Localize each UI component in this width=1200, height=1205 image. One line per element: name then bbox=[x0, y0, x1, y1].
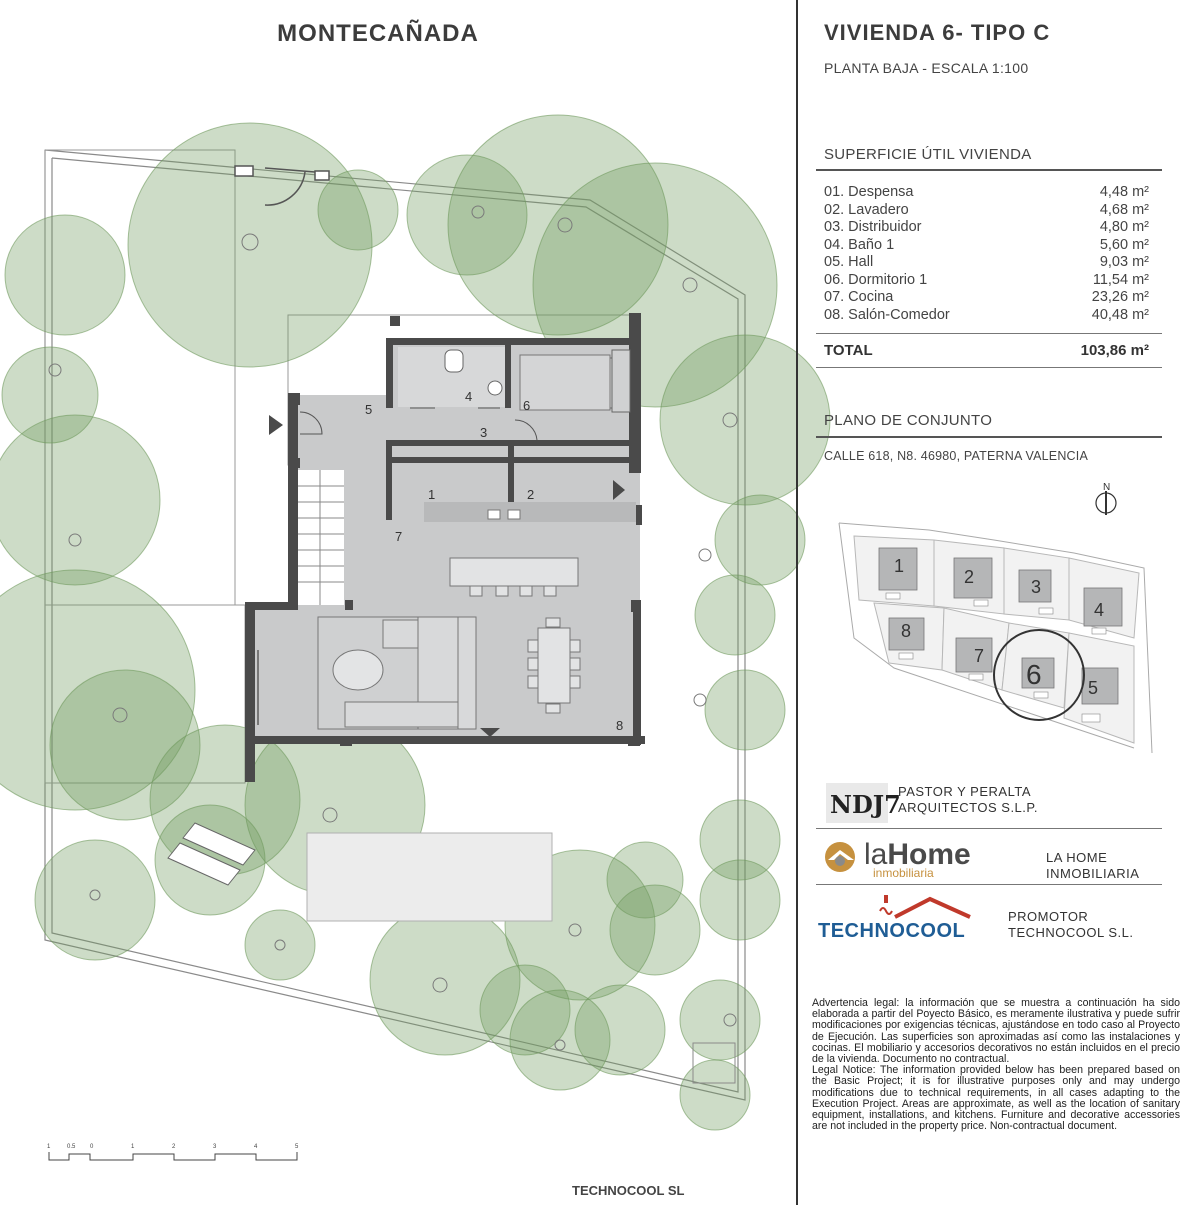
lot-number: 7 bbox=[974, 646, 985, 666]
room-area: 4,68 m² bbox=[1099, 201, 1149, 218]
scale-tick: 4 bbox=[254, 1144, 258, 1150]
highlighted-lot-number: 6 bbox=[1026, 659, 1042, 690]
lot-number: 5 bbox=[1088, 678, 1099, 698]
site-plan-map bbox=[834, 478, 1164, 750]
room-name: 06. Dormitorio 1 bbox=[824, 271, 928, 288]
agency-line1: LA HOME bbox=[1046, 850, 1108, 865]
room-name: 07. Cocina bbox=[824, 289, 894, 305]
agency-line2: INMOBILIARIA bbox=[1046, 866, 1140, 881]
list-item bbox=[824, 289, 1149, 307]
list-item bbox=[824, 254, 1149, 272]
area-heading: SUPERFICIE ÚTIL VIVIENDA bbox=[824, 146, 1032, 163]
promoter-name bbox=[1008, 909, 1133, 941]
room-name: 05. Hall bbox=[824, 254, 874, 270]
legal-text-en: Legal Notice: The information provided below has been prepared based on the Basic Project; it is for illustrative purposes only and may undergo modifications due to technical requirements, in all cases adapting to the Execution Project. Areas are approximate, as well as the location of sanitary equipment, installations, and kitchens. Furniture and decorative accessories are not included in the property price. Non-contractual document. bbox=[812, 1064, 1180, 1133]
room-area-list bbox=[824, 184, 1149, 324]
total-row bbox=[824, 342, 1149, 359]
scale-tick: 3 bbox=[213, 1144, 217, 1150]
lot-number: 8 bbox=[901, 621, 912, 641]
svg-text:N: N bbox=[1103, 482, 1111, 493]
scale-tick: 0.5 bbox=[67, 1144, 76, 1150]
room-number-6: 6 bbox=[523, 398, 531, 413]
lot-number: 1 bbox=[894, 556, 905, 576]
address: CALLE 618, N8. 46980, PATERNA VALENCIA bbox=[824, 449, 1088, 463]
area-divider-bottom bbox=[816, 333, 1162, 334]
room-name: 04. Baño 1 bbox=[824, 236, 895, 253]
room-area: 4,80 m² bbox=[1099, 219, 1149, 235]
scale-tick: 5 bbox=[295, 1144, 299, 1150]
room-area: 23,26 m² bbox=[1091, 289, 1149, 305]
room-area: 9,03 m² bbox=[1099, 254, 1149, 270]
lahome-logo-icon bbox=[820, 840, 862, 874]
architect-name bbox=[898, 784, 1038, 816]
footer-company: TECHNOCOOL SL bbox=[572, 1183, 685, 1198]
list-item bbox=[824, 202, 1149, 220]
scale-tick: 0 bbox=[90, 1144, 94, 1150]
room-number-8: 8 bbox=[616, 718, 624, 733]
project-title: MONTECAÑADA bbox=[277, 20, 479, 47]
site-plan-divider bbox=[816, 436, 1162, 438]
stairs bbox=[297, 470, 344, 605]
list-item bbox=[824, 272, 1149, 290]
legal-notice bbox=[812, 998, 1180, 1132]
list-item bbox=[824, 184, 1149, 202]
promoter-line1: PROMOTOR bbox=[1008, 909, 1089, 924]
scale-tick: 1 bbox=[131, 1144, 135, 1150]
site-plan-heading: PLANO DE CONJUNTO bbox=[824, 412, 993, 429]
logo-divider-2 bbox=[816, 884, 1162, 885]
room-name: 02. Lavadero bbox=[824, 201, 909, 218]
agency-name bbox=[1046, 850, 1139, 882]
legal-text-es: Advertencia legal: la información que se muestra a continuación ha sido elaborada a partir del Poyecto Básico, es meramente ilustrativa y puede sufrir modificaciones por exigencias técnicas, ajustándose en todo caso al Proyecto de Ejecución. Las superficies son aproximadas así como las instalaciones y cocinas. El mobiliario y accesorios decorativos no están incluidos en el precio de la vivienda. Documento no contractual. bbox=[812, 997, 1180, 1066]
room-name: 08. Salón-Comedor bbox=[824, 306, 950, 323]
house-subtitle: PLANTA BAJA - ESCALA 1:100 bbox=[824, 60, 1029, 76]
architect-line1: PASTOR Y PERALTA bbox=[898, 784, 1031, 799]
total-divider bbox=[816, 367, 1162, 368]
svg-text:NDJ7: NDJ7 bbox=[830, 790, 901, 819]
architect-line2: ARQUITECTOS S.L.P. bbox=[898, 800, 1039, 815]
room-number-5: 5 bbox=[365, 402, 373, 417]
technocool-wordmark: TECHNOCOOL bbox=[818, 920, 966, 942]
room-number-1: 1 bbox=[428, 487, 436, 502]
north-arrow-icon bbox=[1096, 482, 1116, 515]
lahome-wordmark: laHome bbox=[864, 838, 971, 871]
total-value: 103,86 m² bbox=[1080, 342, 1149, 359]
logo-divider-1 bbox=[816, 828, 1162, 829]
technocool-roof-icon bbox=[870, 893, 990, 921]
info-panel bbox=[798, 0, 1200, 1205]
list-item bbox=[824, 307, 1149, 325]
scale-tick: 1 bbox=[47, 1144, 51, 1150]
room-area: 11,54 m² bbox=[1092, 271, 1149, 288]
room-number-2: 2 bbox=[527, 487, 535, 502]
room-name: 01. Despensa bbox=[824, 184, 914, 200]
lot-number: 4 bbox=[1094, 600, 1105, 620]
room-area: 4,48 m² bbox=[1099, 184, 1149, 200]
room-area: 5,60 m² bbox=[1099, 236, 1149, 253]
total-label: TOTAL bbox=[824, 342, 873, 359]
room-number-4: 4 bbox=[465, 389, 473, 404]
list-item bbox=[824, 237, 1149, 255]
architect-logo-icon bbox=[826, 783, 901, 823]
lot-number: 2 bbox=[964, 567, 975, 587]
room-number-3: 3 bbox=[480, 425, 488, 440]
room-number-7: 7 bbox=[395, 529, 403, 544]
area-divider-top bbox=[816, 169, 1162, 171]
house-title: VIVIENDA 6- TIPO C bbox=[824, 20, 1051, 45]
room-area: 40,48 m² bbox=[1091, 306, 1149, 323]
list-item bbox=[824, 219, 1149, 237]
room-name: 03. Distribuidor bbox=[824, 219, 922, 235]
pool bbox=[307, 833, 552, 921]
scale-bar bbox=[45, 1140, 305, 1170]
lahome-sub: inmobiliaria bbox=[873, 866, 934, 880]
promoter-line2: TECHNOCOOL S.L. bbox=[1008, 925, 1134, 940]
scale-tick: 2 bbox=[172, 1144, 176, 1150]
lot-number: 3 bbox=[1031, 577, 1042, 597]
